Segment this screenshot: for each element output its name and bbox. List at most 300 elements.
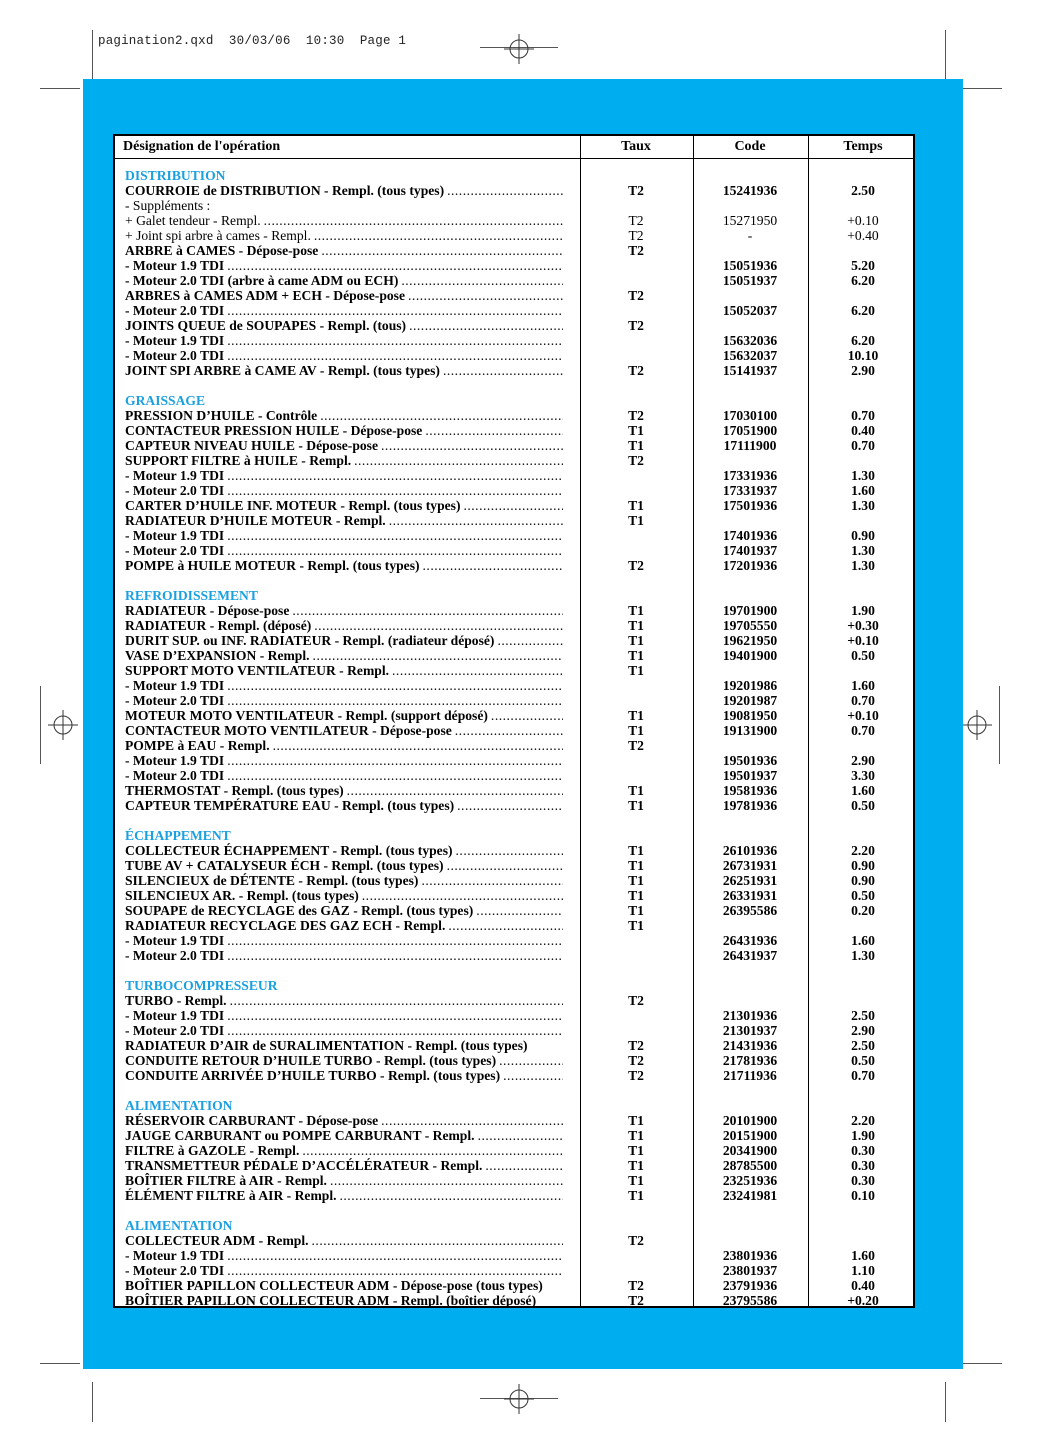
time-cell: 0.70	[851, 1068, 875, 1083]
rate-cell: T1	[628, 873, 644, 888]
dot-leader	[227, 1023, 563, 1038]
table-row	[115, 633, 913, 648]
code-cell: 26731931	[722, 858, 778, 873]
rate-cell: T2	[628, 213, 644, 228]
code-cell: 19621950	[722, 633, 778, 648]
dot-leader	[227, 348, 563, 363]
section-title: ALIMENTATION	[125, 1098, 233, 1113]
rate-cell: T2	[628, 243, 644, 258]
operation-text: - Moteur 1.9 TDI	[125, 753, 225, 768]
time-cell: +0.30	[847, 618, 879, 633]
code-cell: 19201986	[722, 678, 778, 693]
dot-leader	[409, 318, 563, 333]
operation-text: DURIT SUP. ou INF. RADIATEUR - Rempl. (radiateur déposé)	[125, 633, 495, 648]
time-cell: 0.70	[851, 438, 875, 453]
crop-mark	[40, 686, 41, 764]
operation-designation	[125, 903, 563, 918]
operation-designation	[125, 1158, 563, 1173]
code-cell: 15241936	[722, 183, 778, 198]
operation-text: SUPPORT MOTO VENTILATEUR - Rempl.	[125, 663, 390, 678]
section-title: REFROIDISSEMENT	[125, 588, 258, 603]
operation-text: CONDUITE ARRIVÉE D’HUILE TURBO - Rempl. (tous types)	[125, 1068, 501, 1083]
operation-designation	[125, 543, 563, 558]
registration-mark-left	[48, 710, 78, 740]
operation-designation	[125, 648, 563, 663]
operation-designation	[125, 1113, 563, 1128]
rate-cell: T1	[628, 798, 644, 813]
dot-leader	[227, 333, 563, 348]
crop-mark	[40, 88, 80, 89]
operation-designation	[125, 348, 563, 363]
section-spacer	[115, 963, 913, 978]
table-row	[115, 1128, 913, 1143]
dot-leader	[227, 753, 563, 768]
operation-designation	[125, 243, 563, 258]
dot-leader	[227, 1263, 563, 1278]
code-cell: 19131900	[722, 723, 778, 738]
code-cell: 19701900	[722, 603, 778, 618]
dot-leader	[503, 1068, 563, 1083]
dot-leader	[227, 258, 563, 273]
table-row	[115, 783, 913, 798]
code-cell: 26395586	[722, 903, 778, 918]
operation-text: - Moteur 1.9 TDI	[125, 468, 225, 483]
dot-leader	[312, 1233, 563, 1248]
time-cell: 0.10	[851, 1188, 875, 1203]
section-heading	[115, 978, 913, 993]
operation-text: CAPTEUR NIVEAU HUILE - Dépose-pose	[125, 438, 379, 453]
section-title: TURBOCOMPRESSEUR	[125, 978, 278, 993]
operation-text: - Moteur 2.0 TDI	[125, 303, 225, 318]
table-row	[115, 768, 913, 783]
crop-mark	[945, 1382, 946, 1422]
rate-cell: T2	[628, 453, 644, 468]
operation-text: - Moteur 2.0 TDI	[125, 1263, 225, 1278]
dot-leader	[227, 768, 563, 783]
operation-designation	[125, 858, 563, 873]
code-cell: 21301937	[722, 1023, 778, 1038]
code-cell: 21431936	[722, 1038, 778, 1053]
rate-cell: T1	[628, 783, 644, 798]
rate-cell: T1	[628, 843, 644, 858]
code-cell: 20151900	[722, 1128, 778, 1143]
table-row	[115, 948, 913, 963]
code-cell: -	[747, 228, 753, 243]
rate-cell: T1	[628, 888, 644, 903]
time-cell: 2.20	[851, 1113, 875, 1128]
operation-designation	[125, 1008, 563, 1023]
operation-text: RADIATEUR D’HUILE MOTEUR - Rempl.	[125, 513, 386, 528]
operation-designation	[125, 993, 563, 1008]
time-cell: 1.10	[851, 1263, 875, 1278]
operation-designation	[125, 438, 563, 453]
table-row	[115, 918, 913, 933]
time-cell: 0.30	[851, 1143, 875, 1158]
operation-text: - Moteur 2.0 TDI (arbre à came ADM ou ECH)	[125, 273, 399, 288]
table-row	[115, 708, 913, 723]
operation-text: ÉLÉMENT FILTRE à AIR - Rempl.	[125, 1188, 337, 1203]
table-row	[115, 873, 913, 888]
crop-mark	[999, 686, 1000, 764]
operation-text: JAUGE CARBURANT ou POMPE CARBURANT - Rempl.	[125, 1128, 475, 1143]
table-row	[115, 1008, 913, 1023]
rate-cell: T1	[628, 903, 644, 918]
operation-text: MOTEUR MOTO VENTILATEUR - Rempl. (support déposé)	[125, 708, 488, 723]
operation-text: - Moteur 2.0 TDI	[125, 1023, 225, 1038]
table-row	[115, 1278, 913, 1293]
operation-designation	[125, 363, 563, 378]
crop-mark	[40, 1363, 80, 1364]
code-cell: 19501937	[722, 768, 778, 783]
section-heading	[115, 1098, 913, 1113]
operation-designation	[125, 1248, 563, 1263]
operation-designation	[125, 843, 563, 858]
time-cell: +0.10	[847, 708, 879, 723]
operation-designation	[125, 1278, 563, 1293]
operation-designation	[125, 333, 563, 348]
dot-leader	[491, 708, 563, 723]
operation-designation	[125, 783, 563, 798]
operation-text: - Moteur 2.0 TDI	[125, 768, 225, 783]
dot-leader	[330, 1173, 563, 1188]
crop-mark	[962, 88, 1002, 89]
table-row	[115, 303, 913, 318]
table-row	[115, 648, 913, 663]
section-title: ÉCHAPPEMENT	[125, 828, 231, 843]
table-row	[115, 513, 913, 528]
table-row	[115, 243, 913, 258]
rate-cell: T1	[628, 423, 644, 438]
code-cell: 23801936	[722, 1248, 778, 1263]
time-cell: 1.90	[851, 1128, 875, 1143]
code-cell: 20341900	[722, 1143, 778, 1158]
dot-leader	[381, 1113, 563, 1128]
time-cell: 0.90	[851, 528, 875, 543]
operation-text: CONTACTEUR MOTO VENTILATEUR - Dépose-pose	[125, 723, 452, 738]
time-cell: 0.20	[851, 903, 875, 918]
operation-designation	[125, 663, 563, 678]
table-row	[115, 288, 913, 303]
dot-leader	[320, 408, 563, 423]
time-cell: 3.30	[851, 768, 875, 783]
operation-text: - Suppléments :	[125, 198, 211, 213]
code-cell: 21711936	[723, 1068, 777, 1083]
code-cell: 21301936	[722, 1008, 778, 1023]
time-cell: 1.30	[851, 468, 875, 483]
operation-designation	[125, 1263, 563, 1278]
operation-designation	[125, 1128, 563, 1143]
table-row	[115, 858, 913, 873]
operation-text: RADIATEUR - Rempl. (déposé)	[125, 618, 312, 633]
dot-leader	[447, 183, 563, 198]
operation-text: CAPTEUR TEMPÉRATURE EAU - Rempl. (tous types)	[125, 798, 455, 813]
operation-designation	[125, 273, 563, 288]
dot-leader	[381, 438, 563, 453]
operation-designation	[125, 708, 563, 723]
table-row	[115, 1038, 913, 1053]
rate-cell: T1	[628, 618, 644, 633]
dot-leader	[264, 213, 563, 228]
operation-designation	[125, 1053, 563, 1068]
time-cell: 1.60	[851, 933, 875, 948]
time-cell: 0.50	[851, 648, 875, 663]
operation-designation	[125, 873, 563, 888]
operation-text: CONDUITE RETOUR D’HUILE TURBO - Rempl. (tous types)	[125, 1053, 497, 1068]
section-spacer	[115, 813, 913, 828]
crop-mark	[92, 30, 93, 80]
time-cell: 1.60	[851, 483, 875, 498]
code-cell: 19781936	[722, 798, 778, 813]
rate-cell: T1	[628, 1113, 644, 1128]
operation-text: POMPE à EAU - Rempl.	[125, 738, 270, 753]
operation-designation	[125, 1023, 563, 1038]
code-cell: 26431936	[722, 933, 778, 948]
dot-leader	[227, 678, 563, 693]
operation-text: - Moteur 1.9 TDI	[125, 933, 225, 948]
operation-designation	[125, 1143, 563, 1158]
dot-leader	[314, 228, 563, 243]
table-row	[115, 258, 913, 273]
operation-designation	[125, 888, 563, 903]
code-cell: 17051900	[722, 423, 778, 438]
dot-leader	[340, 1188, 564, 1203]
operation-designation	[125, 1038, 563, 1053]
code-cell: 23795586	[722, 1293, 778, 1308]
operation-designation	[125, 633, 563, 648]
operation-designation	[125, 1293, 563, 1308]
dot-leader	[314, 618, 563, 633]
table-row	[115, 498, 913, 513]
operation-text: COURROIE de DISTRIBUTION - Rempl. (tous types)	[125, 183, 445, 198]
operation-designation	[125, 798, 563, 813]
dot-leader	[227, 543, 563, 558]
time-cell: 1.30	[851, 948, 875, 963]
operation-text: - Moteur 1.9 TDI	[125, 678, 225, 693]
header-separator	[115, 158, 913, 159]
operations-table	[113, 134, 915, 1308]
operation-text: SILENCIEUX AR. - Rempl. (tous types)	[125, 888, 359, 903]
table-row	[115, 213, 913, 228]
table-row	[115, 1023, 913, 1038]
rate-cell: T1	[628, 1188, 644, 1203]
time-cell: 2.90	[851, 753, 875, 768]
table-row	[115, 333, 913, 348]
code-cell: 26101936	[722, 843, 778, 858]
dot-leader	[227, 528, 563, 543]
section-heading	[115, 588, 913, 603]
dot-leader	[425, 423, 563, 438]
dot-leader	[499, 1053, 563, 1068]
rate-cell: T1	[628, 858, 644, 873]
rate-cell: T2	[628, 1278, 644, 1293]
section-heading	[115, 828, 913, 843]
code-cell: 19705550	[722, 618, 778, 633]
time-cell: 0.40	[851, 423, 875, 438]
rate-cell: T2	[628, 738, 644, 753]
rate-cell: T2	[628, 1038, 644, 1053]
operation-text: JOINTS QUEUE de SOUPAPES - Rempl. (tous)	[125, 318, 407, 333]
code-cell: 19581936	[722, 783, 778, 798]
code-cell: 28785500	[722, 1158, 778, 1173]
operation-text: - Moteur 1.9 TDI	[125, 528, 225, 543]
operation-text: POMPE à HUILE MOTEUR - Rempl. (tous types)	[125, 558, 420, 573]
table-row	[115, 618, 913, 633]
operation-text: - Moteur 1.9 TDI	[125, 333, 225, 348]
code-cell: 23801937	[722, 1263, 778, 1278]
operation-designation	[125, 1068, 563, 1083]
dot-leader	[227, 303, 563, 318]
operation-designation	[125, 303, 563, 318]
table-row	[115, 933, 913, 948]
operation-text: COLLECTEUR ÉCHAPPEMENT - Rempl. (tous types)	[125, 843, 453, 858]
table-row	[115, 663, 913, 678]
dot-leader	[456, 843, 563, 858]
dot-leader	[354, 453, 563, 468]
code-cell: 17201936	[722, 558, 778, 573]
rate-cell: T2	[628, 183, 644, 198]
rate-cell: T1	[628, 633, 644, 648]
operation-text: SUPPORT FILTRE à HUILE - Rempl.	[125, 453, 352, 468]
rate-cell: T2	[628, 363, 644, 378]
time-cell: 0.50	[851, 888, 875, 903]
crop-mark	[945, 30, 946, 80]
table-row	[115, 1293, 913, 1308]
time-cell: 0.30	[851, 1173, 875, 1188]
time-cell: 1.60	[851, 678, 875, 693]
time-cell: +0.40	[847, 228, 879, 243]
table-row	[115, 843, 913, 858]
table-row	[115, 693, 913, 708]
time-cell: 2.90	[851, 363, 875, 378]
table-row	[115, 363, 913, 378]
rate-cell: T2	[628, 1068, 644, 1083]
operation-text: BOÎTIER PAPILLON COLLECTEUR ADM - Dépose-pose (tous types)	[125, 1278, 543, 1293]
header-designation: Désignation de l'opération	[123, 139, 281, 154]
code-cell: 15632036	[722, 333, 778, 348]
rate-cell: T2	[628, 288, 644, 303]
operation-text: CARTER D’HUILE INF. MOTEUR - Rempl. (tous types)	[125, 498, 461, 513]
operation-text: BOÎTIER FILTRE à AIR - Rempl.	[125, 1173, 327, 1188]
table-row	[115, 438, 913, 453]
code-cell: 19501936	[722, 753, 778, 768]
operation-designation	[125, 228, 563, 243]
dot-leader	[321, 243, 563, 258]
operation-designation	[125, 603, 563, 618]
operation-text: TRANSMETTEUR PÉDALE D’ACCÉLÉRATEUR - Rempl.	[125, 1158, 483, 1173]
rate-cell: T2	[628, 558, 644, 573]
section-title: GRAISSAGE	[125, 393, 206, 408]
operation-text: RÉSERVOIR CARBURANT - Dépose-pose	[125, 1113, 379, 1128]
table-row	[115, 183, 913, 198]
dot-leader	[302, 1143, 563, 1158]
table-row	[115, 993, 913, 1008]
operation-text: TUBE AV + CATALYSEUR ÉCH - Rempl. (tous types)	[125, 858, 444, 873]
operation-text: - Moteur 2.0 TDI	[125, 693, 225, 708]
table-row	[115, 318, 913, 333]
operation-text: THERMOSTAT - Rempl. (tous types)	[125, 783, 344, 798]
table-row	[115, 528, 913, 543]
operation-designation	[125, 948, 563, 963]
code-cell: 15271950	[722, 213, 778, 228]
rate-cell: T1	[628, 708, 644, 723]
table-row	[115, 723, 913, 738]
table-row	[115, 753, 913, 768]
crop-mark	[962, 1363, 1002, 1364]
operation-text: - Moteur 1.9 TDI	[125, 1248, 225, 1263]
rate-cell: T2	[628, 408, 644, 423]
table-row	[115, 543, 913, 558]
code-cell: 26331931	[722, 888, 778, 903]
table-row	[115, 228, 913, 243]
dot-leader	[485, 1158, 563, 1173]
header-temps: Temps	[843, 139, 883, 154]
table-row	[115, 1233, 913, 1248]
dot-leader	[227, 948, 563, 963]
code-cell: 19201987	[722, 693, 778, 708]
time-cell: 2.50	[851, 1008, 875, 1023]
time-cell: 6.20	[851, 333, 875, 348]
code-cell: 26251931	[722, 873, 778, 888]
dot-leader	[227, 468, 563, 483]
operation-text: SOUPAPE de RECYCLAGE des GAZ - Rempl. (tous types)	[125, 903, 474, 918]
code-cell: 23791936	[722, 1278, 778, 1293]
operation-designation	[125, 723, 563, 738]
code-cell: 17401937	[722, 543, 778, 558]
section-title: DISTRIBUTION	[125, 168, 226, 183]
dot-leader	[457, 798, 563, 813]
rate-cell: T1	[628, 1173, 644, 1188]
table-row	[115, 1158, 913, 1173]
operation-designation	[125, 408, 563, 423]
section-heading	[115, 393, 913, 408]
section-spacer	[115, 573, 913, 588]
operation-text: CONTACTEUR PRESSION HUILE - Dépose-pose	[125, 423, 423, 438]
rate-cell: T2	[628, 1233, 644, 1248]
registration-mark-right	[962, 710, 992, 740]
operation-text: JOINT SPI ARBRE à CAME AV - Rempl. (tous types)	[125, 363, 440, 378]
dot-leader	[497, 633, 563, 648]
dot-leader	[443, 363, 563, 378]
operation-designation	[125, 528, 563, 543]
time-cell: 1.30	[851, 498, 875, 513]
table-row	[115, 738, 913, 753]
code-cell: 17331936	[722, 468, 778, 483]
code-cell: 15051936	[722, 258, 778, 273]
code-cell: 20101900	[722, 1113, 778, 1128]
rate-cell: T1	[628, 1143, 644, 1158]
operation-text: - Moteur 2.0 TDI	[125, 483, 225, 498]
dot-leader	[227, 1248, 563, 1263]
operation-text: RADIATEUR D’AIR de SURALIMENTATION - Rempl. (tous types)	[125, 1038, 528, 1053]
dot-leader	[227, 693, 563, 708]
operation-designation	[125, 423, 563, 438]
operation-text: - Moteur 2.0 TDI	[125, 543, 225, 558]
dot-leader	[362, 888, 563, 903]
operation-designation	[125, 768, 563, 783]
time-cell: 0.70	[851, 408, 875, 423]
table-row	[115, 1248, 913, 1263]
operation-text: TURBO - Rempl.	[125, 993, 227, 1008]
table-row	[115, 1263, 913, 1278]
operation-text: FILTRE à GAZOLE - Rempl.	[125, 1143, 300, 1158]
rate-cell: T2	[628, 228, 644, 243]
time-cell: 1.60	[851, 783, 875, 798]
file-slug: pagination2.qxd 30/03/06 10:30 Page 1	[98, 34, 407, 48]
dot-leader	[421, 873, 563, 888]
registration-mark-bottom	[504, 1384, 534, 1414]
operation-designation	[125, 288, 563, 303]
operation-designation	[125, 1188, 563, 1203]
